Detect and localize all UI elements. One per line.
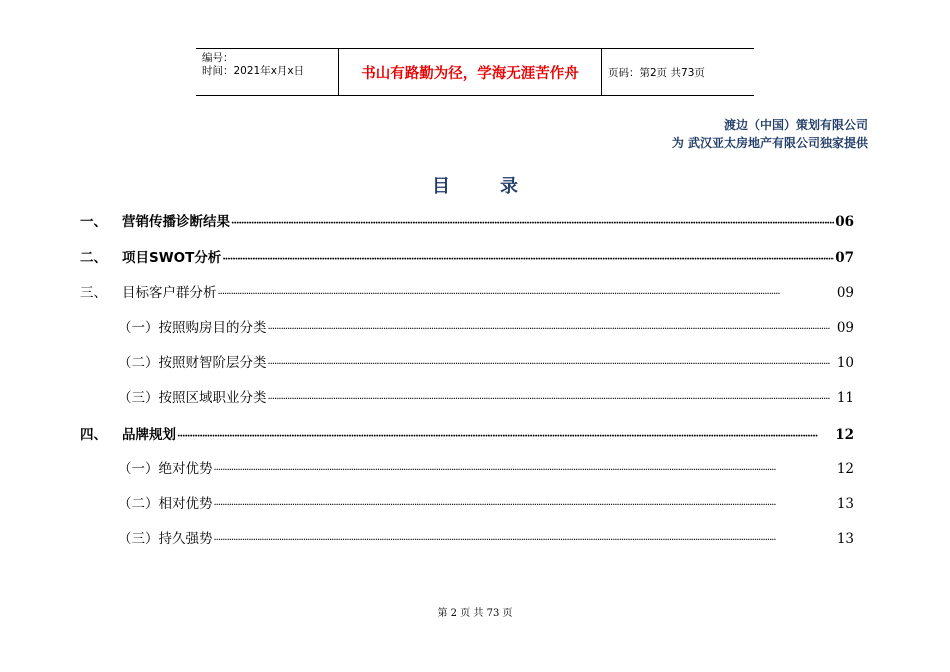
toc-entry-page: 06 bbox=[835, 214, 854, 230]
toc-entry[interactable] bbox=[80, 457, 854, 477]
toc-leader-dots bbox=[268, 359, 836, 370]
toc-leader-dots bbox=[231, 218, 834, 229]
toc-leader-dots bbox=[177, 431, 834, 442]
toc-entry[interactable] bbox=[80, 210, 854, 230]
toc-entry-page: 12 bbox=[836, 461, 854, 477]
toc-entry-label: （一）绝对优势 bbox=[118, 461, 213, 477]
toc-entry-label: （二）按照财智阶层分类 bbox=[118, 355, 267, 371]
toc-leader-dots bbox=[218, 289, 836, 300]
toc-entry[interactable] bbox=[80, 386, 854, 406]
toc-entry-label: （二）相对优势 bbox=[118, 496, 213, 512]
toc-entry[interactable] bbox=[80, 423, 854, 443]
toc-leader-dots bbox=[268, 324, 836, 335]
page-code-text: 页码：第2页 共73页 bbox=[608, 66, 705, 79]
header-info-cell bbox=[196, 49, 338, 95]
motto-cell bbox=[338, 49, 602, 95]
number-label: 编号： bbox=[202, 52, 234, 64]
motto-text: 书山有路勤为径，学海无涯苦作舟 bbox=[361, 65, 579, 82]
page-footer: 第 2 页 共 73 页 bbox=[437, 608, 513, 619]
toc-entry-label: 营销传播诊断结果 bbox=[122, 214, 230, 230]
toc-leader-dots bbox=[222, 254, 834, 265]
company-name: 渡边（中国）策划有限公司 bbox=[723, 118, 868, 132]
toc-entry-number: 一、 bbox=[80, 214, 107, 230]
toc-leader-dots bbox=[214, 535, 836, 546]
time-label: 时间：2021年x月x日 bbox=[202, 65, 305, 77]
toc-leader-dots bbox=[268, 394, 836, 405]
company-provided-for: 为 武汉亚太房地产有限公司独家提供 bbox=[671, 136, 868, 150]
toc-entry-page: 13 bbox=[836, 531, 854, 547]
toc-entry[interactable] bbox=[80, 351, 854, 371]
toc-title: 目录 bbox=[432, 176, 568, 197]
toc-entry-number: 四、 bbox=[80, 427, 107, 443]
toc-entry[interactable] bbox=[80, 492, 854, 512]
toc-entry-page: 10 bbox=[836, 355, 854, 371]
header-table bbox=[196, 48, 754, 96]
toc-entry-label: （一）按照购房目的分类 bbox=[118, 320, 267, 336]
toc-entry-page: 09 bbox=[836, 285, 854, 301]
page-code-cell bbox=[602, 49, 754, 95]
toc-entry-label: 项目SWOT分析 bbox=[122, 250, 222, 266]
toc-entry-page: 13 bbox=[836, 496, 854, 512]
toc-entry-page: 09 bbox=[836, 320, 854, 336]
toc-entry-page: 12 bbox=[835, 427, 854, 443]
toc-entry[interactable] bbox=[80, 527, 854, 547]
toc-entry-label: （三）按照区域职业分类 bbox=[118, 390, 267, 406]
toc-entry-label: 目标客户群分析 bbox=[122, 285, 217, 301]
toc-entry-label: （三）持久强势 bbox=[118, 531, 213, 547]
toc-entry[interactable] bbox=[80, 316, 854, 336]
toc-entry[interactable] bbox=[80, 281, 854, 301]
toc-entry-number: 三、 bbox=[80, 285, 107, 301]
toc-leader-dots bbox=[214, 500, 836, 511]
toc-entry-page: 07 bbox=[835, 250, 854, 266]
toc-entry[interactable] bbox=[80, 246, 854, 266]
toc-entry-label: 品牌规划 bbox=[122, 427, 176, 443]
toc-entry-number: 二、 bbox=[80, 250, 107, 266]
toc-leader-dots bbox=[214, 465, 836, 476]
toc-entry-page: 11 bbox=[836, 390, 854, 406]
